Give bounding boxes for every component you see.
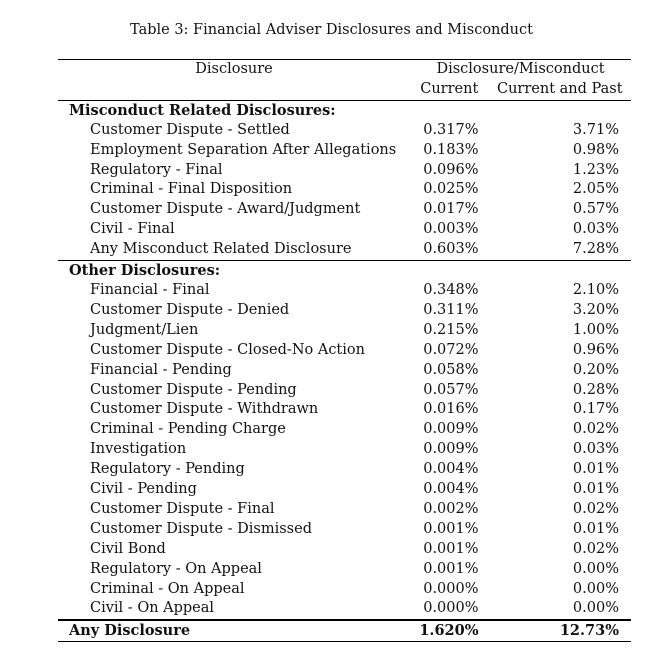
section-title: Misconduct Related Disclosures: <box>69 101 336 119</box>
table-row <box>58 460 631 480</box>
table-row <box>58 599 631 620</box>
row-label: Customer Dispute - Final <box>90 500 275 517</box>
row-current-and-past: 0.20% <box>572 361 619 378</box>
row-current: 0.009% <box>423 441 479 458</box>
row-current-and-past: 0.02% <box>572 540 619 557</box>
row-current-and-past: 0.96% <box>572 341 619 358</box>
table-row <box>58 341 631 361</box>
row-label: Criminal - Pending Charge <box>90 421 286 438</box>
row-current: 0.001% <box>423 520 479 537</box>
table-row <box>58 180 631 200</box>
row-label: Civil - Pending <box>90 481 197 498</box>
total-label: Any Disclosure <box>58 620 410 641</box>
table-row <box>58 520 631 540</box>
row-label: Regulatory - Pending <box>90 461 245 478</box>
table-row <box>58 301 631 321</box>
row-current-and-past: 0.03% <box>572 441 619 458</box>
total-row <box>58 620 631 641</box>
row-current: 0.017% <box>423 201 479 218</box>
row-current-and-past: 0.02% <box>572 500 619 517</box>
table-row <box>58 121 631 141</box>
row-current-and-past: 3.71% <box>572 121 619 138</box>
row-current-and-past: 0.01% <box>572 520 619 537</box>
table-row <box>58 540 631 560</box>
row-current: 0.348% <box>423 281 479 298</box>
row-current: 0.057% <box>423 381 479 398</box>
table-row <box>58 161 631 181</box>
section-title: Other Disclosures: <box>58 261 631 281</box>
row-current-and-past: 0.01% <box>572 461 619 478</box>
row-current: 0.009% <box>423 421 479 438</box>
total-current-and-past: 12.73% <box>489 620 631 641</box>
row-label: Customer Dispute - Denied <box>90 301 290 318</box>
table-row <box>58 281 631 301</box>
row-label: Customer Dispute - Pending <box>90 381 297 398</box>
row-current-and-past: 0.02% <box>572 421 619 438</box>
column-header-blank <box>58 80 410 100</box>
row-current-and-past: 1.23% <box>572 161 619 178</box>
row-current-and-past: 0.03% <box>572 221 619 238</box>
table-row <box>58 141 631 161</box>
row-current-and-past: 0.00% <box>572 580 619 597</box>
row-current: 0.004% <box>423 481 479 498</box>
row-current-and-past: 0.01% <box>572 481 619 498</box>
table-row <box>58 580 631 600</box>
row-current: 0.004% <box>423 461 479 478</box>
row-current-and-past: 1.00% <box>572 321 619 338</box>
row-current-and-past: 0.28% <box>572 381 619 398</box>
row-label: Judgment/Lien <box>90 321 199 338</box>
table-row <box>58 420 631 440</box>
row-label: Customer Dispute - Closed-No Action <box>90 341 365 358</box>
table-row <box>58 220 631 240</box>
row-current-and-past: 2.05% <box>572 181 619 198</box>
row-current: 0.215% <box>423 321 479 338</box>
row-label: Civil - Final <box>90 221 175 238</box>
row-current: 0.000% <box>423 580 479 597</box>
table-row <box>58 560 631 580</box>
table-row <box>58 240 631 260</box>
table-row <box>58 400 631 420</box>
table-row <box>58 500 631 520</box>
table-row <box>58 361 631 381</box>
row-current: 0.002% <box>423 500 479 517</box>
row-current-and-past: 2.10% <box>572 281 619 298</box>
column-header-current: Current <box>410 80 489 100</box>
column-header-current-and-past: Current and Past <box>489 80 631 100</box>
table-body <box>58 100 631 620</box>
row-label: Financial - Pending <box>90 361 232 378</box>
row-label: Regulatory - On Appeal <box>90 560 262 577</box>
table-row <box>58 321 631 341</box>
row-current: 0.072% <box>423 341 479 358</box>
row-label: Customer Dispute - Settled <box>90 121 290 138</box>
row-current: 0.096% <box>423 161 479 178</box>
row-current: 0.000% <box>423 600 479 617</box>
row-current: 0.058% <box>423 361 479 378</box>
row-current: 0.603% <box>423 241 479 258</box>
row-label: Investigation <box>90 441 187 458</box>
row-current: 0.183% <box>423 141 479 158</box>
row-label: Criminal - On Appeal <box>90 580 245 597</box>
row-current: 0.001% <box>423 540 479 557</box>
column-group-header: Disclosure/Misconduct <box>410 60 631 80</box>
row-current: 0.025% <box>423 181 479 198</box>
row-label: Customer Dispute - Dismissed <box>90 520 312 537</box>
row-label: Civil Bond <box>90 540 166 557</box>
row-label: Customer Dispute - Award/Judgment <box>90 201 361 218</box>
row-current: 0.003% <box>423 221 479 238</box>
row-label: Any Misconduct Related Disclosure <box>90 241 352 258</box>
table-row <box>58 480 631 500</box>
disclosure-table <box>58 59 631 642</box>
row-current-and-past: 0.00% <box>572 600 619 617</box>
row-label: Financial - Final <box>90 281 210 298</box>
table-caption: Table 3: Financial Adviser Disclosures and Misconduct <box>130 22 533 38</box>
row-current-and-past: 0.17% <box>572 401 619 418</box>
row-current: 0.311% <box>423 301 479 318</box>
total-current: 1.620% <box>410 620 489 641</box>
row-current-and-past: 0.00% <box>572 560 619 577</box>
row-label: Civil - On Appeal <box>90 600 215 617</box>
section-header-row <box>58 261 631 281</box>
row-current-and-past: 0.57% <box>572 201 619 218</box>
row-label: Customer Dispute - Withdrawn <box>90 401 319 418</box>
table-row <box>58 440 631 460</box>
row-current-and-past: 0.98% <box>572 141 619 158</box>
row-label: Criminal - Final Disposition <box>90 181 293 198</box>
row-label: Employment Separation After Allegations <box>90 141 397 158</box>
table-row <box>58 200 631 220</box>
row-label: Regulatory - Final <box>90 161 223 178</box>
table-row <box>58 381 631 401</box>
row-current-and-past: 7.28% <box>572 241 619 258</box>
row-current-and-past: 3.20% <box>572 301 619 318</box>
row-current: 0.001% <box>423 560 479 577</box>
row-current: 0.317% <box>423 121 479 138</box>
section-header-row <box>58 100 631 120</box>
column-header-disclosure: Disclosure <box>58 60 410 80</box>
row-current: 0.016% <box>423 401 479 418</box>
